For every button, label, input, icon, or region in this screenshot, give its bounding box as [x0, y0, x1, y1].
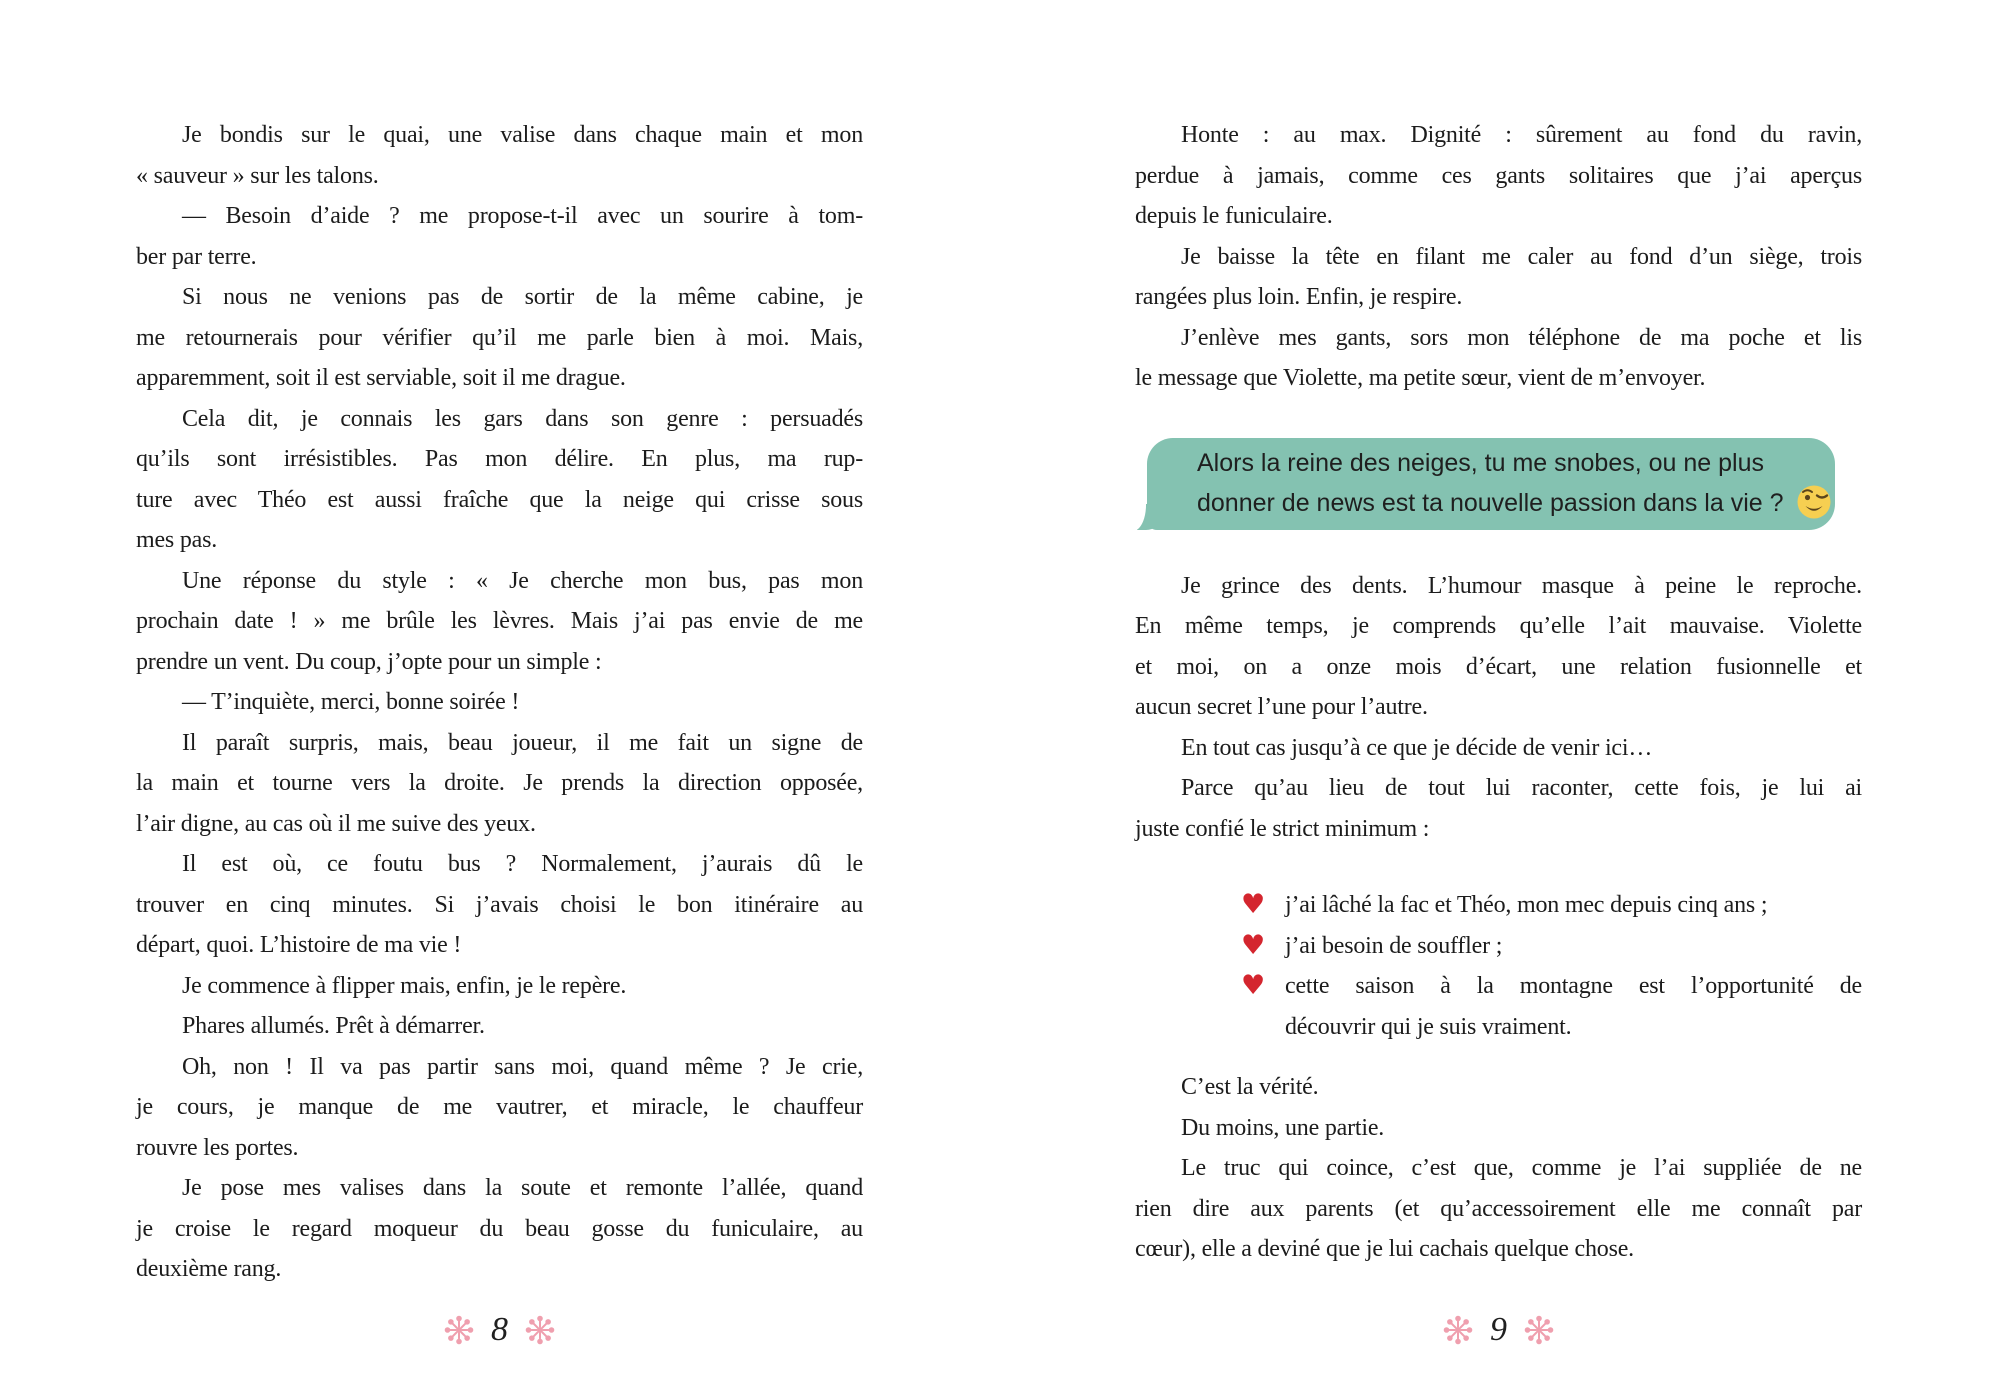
text-line: C’est la vérité. — [1181, 1074, 1319, 1100]
text-line: Le truc qui coince, c’est que, comme je l’ai suppliée de ne — [1181, 1155, 1862, 1181]
text-line: j’ai lâché la fac et Théo, mon mec depuis cinq ans ; — [1285, 892, 1768, 918]
text-line: le message que Violette, ma petite sœur, vient de m’envoyer. — [1135, 365, 1706, 391]
paragraph — [136, 277, 863, 399]
heart-item-text — [1285, 885, 1862, 926]
page-number: 9 — [1490, 1311, 1507, 1348]
paragraph — [136, 561, 863, 683]
text-line: rien dire aux parents (et qu’accessoirement elle me connaît par — [1135, 1195, 1862, 1222]
paragraph — [1135, 237, 1862, 318]
wink-emoji-icon — [1796, 484, 1832, 520]
sms-message-bubble — [1147, 438, 1835, 530]
heart-bullet-icon: ♥ — [1241, 929, 1266, 961]
paragraph — [1135, 1108, 1862, 1149]
text-line: ber par terre. — [136, 243, 257, 270]
heart-bullet-list — [1241, 885, 1862, 1047]
text-line: cœur), elle a deviné que je lui cachais quelque chose. — [1135, 1236, 1634, 1262]
paragraph — [136, 115, 863, 196]
text-line: me retournerais pour vérifier qu’il me parle bien à moi. Mais, — [136, 324, 863, 351]
paragraph — [136, 1006, 863, 1047]
paragraph — [1135, 768, 1862, 849]
heart-bullet-icon: ♥ — [1241, 970, 1266, 1001]
snowflake-icon — [525, 1315, 555, 1345]
text-line: qu’ils sont irrésistibles. Pas mon délire. En plus, ma rup- — [136, 446, 863, 472]
paragraph — [1135, 1067, 1862, 1108]
heart-item-text — [1285, 966, 1862, 1047]
text-line: Je pose mes valises dans la soute et remonte l’allée, quand — [182, 1175, 863, 1201]
text-line: découvrir qui je suis vraiment. — [1285, 1013, 1572, 1040]
text-line: mes pas. — [136, 527, 218, 553]
paragraph — [136, 1168, 863, 1290]
text-line: — Besoin d’aide ? me propose-t-il avec un sourire à tom- — [182, 203, 863, 229]
text-line: — T’inquiète, merci, bonne soirée ! — [182, 689, 520, 715]
heart-list-item — [1241, 926, 1862, 967]
text-line: Je commence à flipper mais, enfin, je le repère. — [182, 972, 627, 999]
page-right-footer — [1135, 1308, 1862, 1352]
text-line: Je bondis sur le quai, une valise dans chaque main et mon — [182, 122, 863, 148]
text-line: prendre un vent. Du coup, j’opte pour un simple : — [136, 648, 602, 675]
page-left-footer — [136, 1308, 863, 1352]
text-line: Honte : au max. Dignité : sûrement au fond du ravin, — [1181, 122, 1862, 148]
text-line: J’enlève mes gants, sors mon téléphone de ma poche et lis — [1181, 324, 1862, 351]
text-line: En même temps, je comprends qu’elle l’ait mauvaise. Violette — [1135, 613, 1862, 639]
text-line: j’ai besoin de souffler ; — [1285, 932, 1503, 959]
text-line: Phares allumés. Prêt à démarrer. — [182, 1013, 485, 1039]
text-line: trouver en cinq minutes. Si j’avais choisi le bon itinéraire au — [136, 891, 863, 918]
text-line: cette saison à la montagne est l’opportunité de — [1285, 973, 1862, 999]
text-line: ture avec Théo est aussi fraîche que la neige qui crisse sous — [136, 486, 863, 513]
page-number: 8 — [491, 1311, 508, 1348]
text-line: Je baisse la tête en filant me caler au fond d’un siège, trois — [1181, 243, 1862, 270]
paragraph — [136, 966, 863, 1007]
text-line: la main et tourne vers la droite. Je prends la direction opposée, — [136, 770, 863, 796]
paragraph — [1135, 566, 1862, 728]
heart-item-text — [1285, 926, 1862, 967]
page-right-text-column — [1135, 115, 1862, 1270]
snowflake-icon — [1443, 1315, 1473, 1345]
text-line: aucun secret l’une pour l’autre. — [1135, 694, 1428, 720]
paragraph — [136, 723, 863, 845]
heart-list-item — [1241, 966, 1862, 1047]
text-line: Si nous ne venions pas de sortir de la même cabine, je — [182, 284, 863, 310]
text-line: depuis le funiculaire. — [1135, 203, 1333, 229]
heart-list-item — [1241, 885, 1862, 926]
text-line: Parce qu’au lieu de tout lui raconter, cette fois, je lui ai — [1181, 775, 1862, 801]
text-line: départ, quoi. L’histoire de ma vie ! — [136, 932, 462, 958]
text-line: deuxième rang. — [136, 1256, 282, 1282]
text-line: Je grince des dents. L’humour masque à peine le reproche. — [1181, 572, 1862, 599]
text-line: rouvre les portes. — [136, 1134, 299, 1161]
snowflake-icon — [1524, 1315, 1554, 1345]
text-line: prochain date ! » me brûle les lèvres. Mais j’ai pas envie de me — [136, 608, 863, 634]
text-line: je croise le regard moqueur du beau gosse du funiculaire, au — [136, 1215, 863, 1242]
text-line: Une réponse du style : « Je cherche mon bus, pas mon — [182, 567, 863, 594]
text-line: je cours, je manque de me vautrer, et miracle, le chauffeur — [136, 1094, 863, 1120]
text-line: Il est où, ce foutu bus ? Normalement, j’aurais dû le — [182, 851, 863, 877]
text-line: En tout cas jusqu’à ce que je décide de venir ici… — [1181, 734, 1653, 761]
text-line: l’air digne, au cas où il me suive des yeux. — [136, 810, 536, 837]
bubble-text-line: Alors la reine des neiges, tu me snobes, ou ne plus — [1197, 448, 1765, 477]
snowflake-icon — [444, 1315, 474, 1345]
text-line: « sauveur » sur les talons. — [136, 162, 379, 189]
text-line: apparemment, soit il est serviable, soit il me drague. — [136, 365, 626, 391]
text-line: rangées plus loin. Enfin, je respire. — [1135, 284, 1463, 310]
text-line: Oh, non ! Il va pas partir sans moi, quand même ? Je crie, — [182, 1053, 863, 1080]
text-line: juste confié le strict minimum : — [1135, 815, 1430, 842]
paragraph — [136, 844, 863, 966]
paragraph — [1135, 1148, 1862, 1270]
text-line: perdue à jamais, comme ces gants solitaires que j’ai aperçus — [1135, 162, 1862, 189]
paragraph — [136, 196, 863, 277]
text-line: et moi, on a onze mois d’écart, une relation fusionnelle et — [1135, 653, 1862, 680]
paragraph — [136, 399, 863, 561]
heart-bullet-icon: ♥ — [1241, 889, 1266, 920]
text-line: Du moins, une partie. — [1181, 1114, 1385, 1141]
paragraph — [136, 1047, 863, 1169]
paragraph — [1135, 728, 1862, 769]
text-line: Cela dit, je connais les gars dans son genre : persuadés — [182, 405, 863, 432]
paragraph — [1135, 115, 1862, 237]
paragraph — [136, 682, 863, 723]
bubble-text-line: donner de news est ta nouvelle passion dans la vie ? — [1147, 483, 1835, 523]
paragraph — [1135, 318, 1862, 399]
text-line: Il paraît surpris, mais, beau joueur, il me fait un signe de — [182, 729, 863, 756]
page-left-text-column — [136, 115, 863, 1290]
